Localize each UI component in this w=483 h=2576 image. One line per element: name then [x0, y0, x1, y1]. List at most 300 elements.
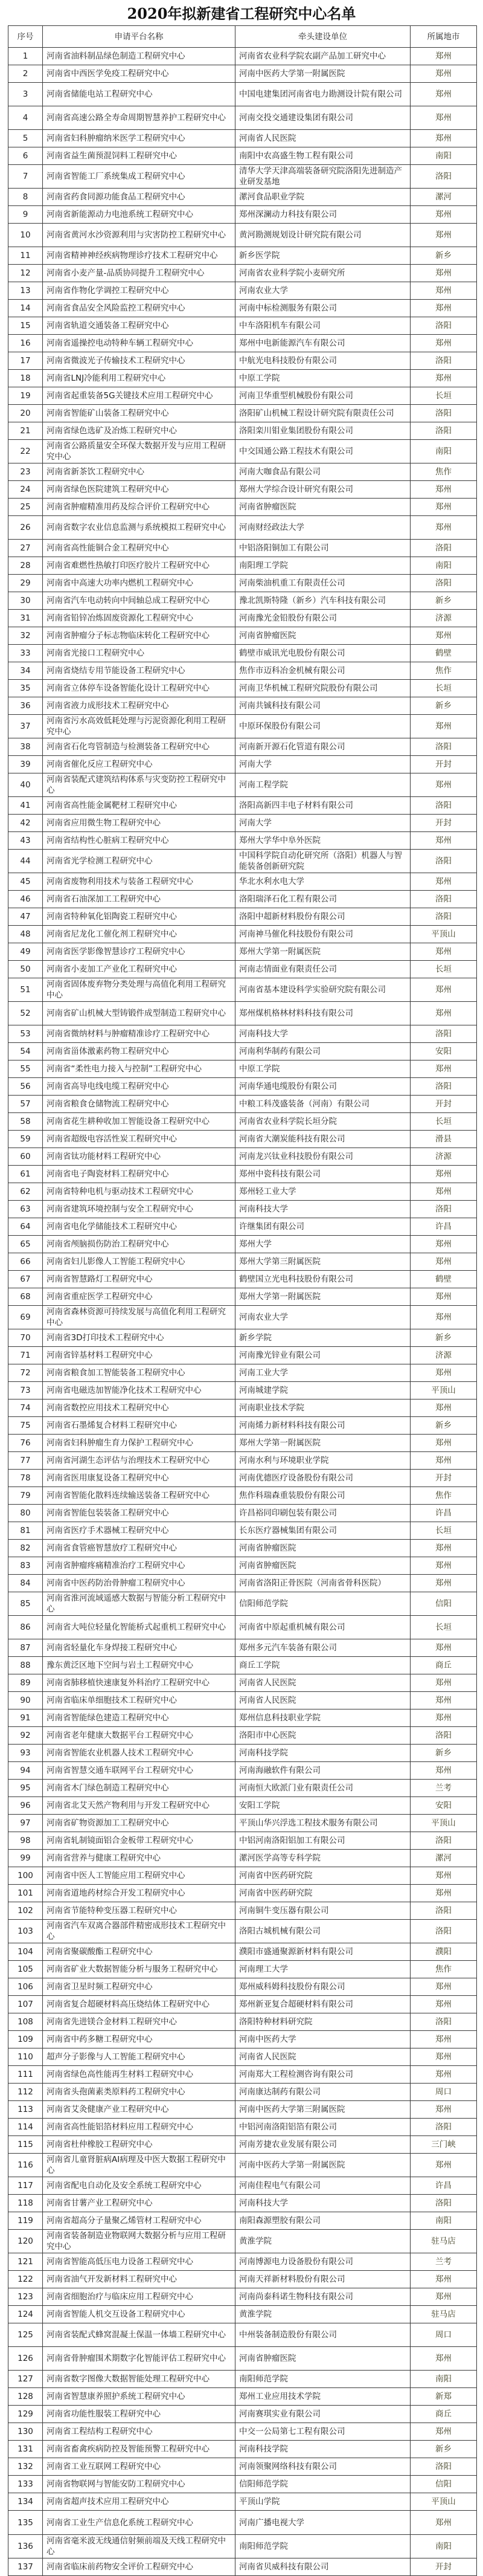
- lead-unit-cell: 河南工程学院: [235, 773, 411, 797]
- platform-name-cell: 河南省起重装备5G关键技术应用工程研究中心: [43, 387, 235, 405]
- serial-number-cell: 109: [8, 2031, 43, 2048]
- table-row: [8, 540, 477, 557]
- lead-unit-cell: 黄淮学院: [235, 2306, 411, 2323]
- lead-unit-cell: 中铝河南洛阳铝箔有限公司: [235, 2119, 411, 2136]
- city-cell: 郑州: [411, 516, 477, 540]
- platform-name-cell: 河南省超高分子量聚乙烯管材工程研究中心: [43, 2212, 235, 2230]
- platform-name-cell: 河南省电磁迭加智能净化技术工程研究中心: [43, 1382, 235, 1399]
- city-cell: 郑州: [411, 2271, 477, 2288]
- serial-number-cell: 128: [8, 2388, 43, 2406]
- platform-name-cell: 河南省作物化学调控工程研究中心: [43, 282, 235, 300]
- serial-number-cell: 13: [8, 282, 43, 300]
- table-row: [8, 1435, 477, 1452]
- table-row: [8, 2066, 477, 2084]
- serial-number-cell: 25: [8, 499, 43, 516]
- platform-name-cell: 河南省新能源动力电池系统工程研究中心: [43, 206, 235, 224]
- serial-number-cell: 83: [8, 1557, 43, 1575]
- table-row: [8, 1978, 477, 1996]
- city-cell: 郑州: [411, 206, 477, 224]
- lead-unit-cell: 许继集团有限公司: [235, 1218, 411, 1236]
- city-cell: 开封: [411, 2558, 477, 2576]
- platform-name-cell: 河南省艾灸健康产业工程研究中心: [43, 2101, 235, 2119]
- city-cell: 焦作: [411, 662, 477, 680]
- city-cell: 郑州: [411, 1996, 477, 2013]
- table-row: [8, 697, 477, 715]
- platform-name-cell: 豫东黄泛区地下空间与岩土工程研究中心: [43, 1657, 235, 1674]
- platform-name-cell: 河南省立体停车设备智能化设计工程研究中心: [43, 680, 235, 697]
- table-row: [8, 1575, 477, 1592]
- platform-name-cell: 河南省毫米波无线通信射频前端及天线工程研究中心: [43, 2535, 235, 2558]
- table-row: [8, 557, 477, 575]
- lead-unit-cell: 中州装备制造股份有限公司: [235, 2323, 411, 2347]
- city-cell: 驻马店: [411, 2230, 477, 2253]
- city-cell: 郑州: [411, 2511, 477, 2535]
- lead-unit-cell: 郑州威科姆科技股份有限公司: [235, 1978, 411, 1996]
- table-row: [8, 873, 477, 891]
- table-row: [8, 1616, 477, 1639]
- serial-number-cell: 49: [8, 943, 43, 961]
- city-cell: 郑州: [411, 1306, 477, 1329]
- lead-unit-cell: 河南科技学院: [235, 1745, 411, 1762]
- table-row: [8, 440, 477, 463]
- serial-number-cell: 98: [8, 1832, 43, 1850]
- platform-name-cell: 河南省节能特种变压器工程研究中心: [43, 1902, 235, 1920]
- platform-name-cell: 河南省食品安全风险监控工程研究中心: [43, 300, 235, 317]
- table-row: [8, 2323, 477, 2347]
- city-cell: 兰考: [411, 1780, 477, 1797]
- serial-number-cell: 114: [8, 2119, 43, 2136]
- table-row: [8, 1347, 477, 1364]
- serial-number-cell: 12: [8, 265, 43, 282]
- city-cell: 郑州: [411, 2154, 477, 2177]
- lead-unit-cell: 河南神马催化科技股份有限公司: [235, 926, 411, 943]
- city-cell: 郑州: [411, 1253, 477, 1271]
- table-row: [8, 2493, 477, 2511]
- serial-number-cell: 39: [8, 756, 43, 773]
- platform-name-cell: 河南省智能人机交互设备工程研究中心: [43, 2306, 235, 2323]
- table-row: [8, 1815, 477, 1832]
- lead-unit-cell: 河南省中医药研究院: [235, 1885, 411, 1902]
- serial-number-cell: 94: [8, 1762, 43, 1780]
- table-row: [8, 1639, 477, 1657]
- table-row: [8, 1657, 477, 1674]
- platform-name-cell: 河南省石油深加工工程研究中心: [43, 891, 235, 908]
- serial-number-cell: 51: [8, 978, 43, 1002]
- platform-name-cell: 河南省汽车双离合器部件精密成形技术工程研究中心: [43, 1920, 235, 1943]
- city-cell: 许昌: [411, 1505, 477, 1522]
- lead-unit-cell: 长东医疗器械集团有限公司: [235, 1522, 411, 1540]
- table-row: [8, 165, 477, 189]
- lead-unit-cell: 中原环保股份有限公司: [235, 715, 411, 738]
- city-cell: 郑州: [411, 627, 477, 645]
- lead-unit-cell: 河南新开源石化管道有限公司: [235, 738, 411, 756]
- city-cell: 郑州: [411, 224, 477, 247]
- lead-unit-cell: 漯河医学高等专科学院: [235, 1850, 411, 1867]
- table-row: [8, 370, 477, 387]
- table-row: [8, 282, 477, 300]
- serial-number-cell: 32: [8, 627, 43, 645]
- lead-unit-cell: 河南财经政法大学: [235, 516, 411, 540]
- lead-unit-cell: 河南大学: [235, 756, 411, 773]
- table-row: [8, 610, 477, 627]
- serial-number-cell: 87: [8, 1639, 43, 1657]
- table-row: [8, 1399, 477, 1417]
- serial-number-cell: 130: [8, 2423, 43, 2441]
- lead-unit-cell: 郑州深澜动力科技有限公司: [235, 206, 411, 224]
- header-platform-name: 申请平台名称: [43, 26, 235, 48]
- lead-unit-cell: 河南大咖食品有限公司: [235, 463, 411, 481]
- serial-number-cell: 45: [8, 873, 43, 891]
- lead-unit-cell: 河南中医药大学第一附属医院: [235, 65, 411, 83]
- platform-name-cell: 河南省食管癌智慧放疗工程研究中心: [43, 1540, 235, 1557]
- city-cell: 漯河: [411, 1850, 477, 1867]
- table-row: [8, 832, 477, 850]
- platform-name-cell: 河南省公路质量安全环保大数据开发与应用工程研究中心: [43, 440, 235, 463]
- city-cell: 洛阳: [411, 165, 477, 189]
- table-row: [8, 926, 477, 943]
- platform-name-cell: 河南省矿山机械大型铸锻件成型制造工程研究中心: [43, 1002, 235, 1025]
- platform-name-cell: 河南省矿业大数据智能分析与服务工程研究中心: [43, 1961, 235, 1978]
- lead-unit-cell: 河南农业大学: [235, 282, 411, 300]
- table-row: [8, 1832, 477, 1850]
- serial-number-cell: 119: [8, 2212, 43, 2230]
- city-cell: 郑州: [411, 481, 477, 499]
- lead-unit-cell: 河南中医药大学第一附属医院: [235, 2154, 411, 2177]
- platform-name-cell: 河南省儿童肾脏病AI病理及中医大数据工程研究中心: [43, 2154, 235, 2177]
- serial-number-cell: 137: [8, 2558, 43, 2576]
- platform-name-cell: 河南省妇儿影像人工智能工程研究中心: [43, 1253, 235, 1271]
- lead-unit-cell: 郑州信息科技职业学院: [235, 1709, 411, 1727]
- serial-number-cell: 59: [8, 1131, 43, 1148]
- platform-name-cell: 河南省花生耕种收加工智能设备工程研究中心: [43, 1113, 235, 1131]
- serial-number-cell: 33: [8, 645, 43, 662]
- platform-name-cell: 河南省光接口工程研究中心: [43, 645, 235, 662]
- table-row: [8, 2558, 477, 2576]
- lead-unit-cell: 河南中医药大学: [235, 2031, 411, 2048]
- table-row: [8, 2031, 477, 2048]
- serial-number-cell: 19: [8, 387, 43, 405]
- city-cell: 焦作: [411, 1961, 477, 1978]
- platform-name-cell: 河南省小麦产量-品质协同提升工程研究中心: [43, 265, 235, 282]
- city-cell: 濮阳: [411, 1943, 477, 1961]
- lead-unit-cell: 河南水利与环境职业学院: [235, 1452, 411, 1470]
- table-row: [8, 1867, 477, 1885]
- table-row: [8, 1487, 477, 1505]
- serial-number-cell: 111: [8, 2066, 43, 2084]
- lead-unit-cell: 河南省肿瘤医院: [235, 2347, 411, 2371]
- platform-name-cell: 河南省轧制镜面铝合金板带工程研究中心: [43, 1832, 235, 1850]
- platform-name-cell: 河南省催化反应工程研究中心: [43, 756, 235, 773]
- serial-number-cell: 63: [8, 1201, 43, 1218]
- platform-name-cell: 河南省数字图像大数据智能处理工程研究中心: [43, 2371, 235, 2388]
- serial-number-cell: 84: [8, 1575, 43, 1592]
- lead-unit-cell: 南阳师范学院: [235, 2535, 411, 2558]
- table-row: [8, 662, 477, 680]
- lead-unit-cell: 河南省农业科学院长垣分院: [235, 1113, 411, 1131]
- platform-name-cell: 河南省高性能铝箔材料应用工程研究中心: [43, 2119, 235, 2136]
- table-row: [8, 48, 477, 65]
- lead-unit-cell: 焦作科瑞森重装股份有限公司: [235, 1487, 411, 1505]
- table-row: [8, 1592, 477, 1616]
- platform-name-cell: 河南省杜仲橡胶工程研究中心: [43, 2136, 235, 2154]
- serial-number-cell: 134: [8, 2493, 43, 2511]
- serial-number-cell: 2: [8, 65, 43, 83]
- table-row: [8, 2371, 477, 2388]
- lead-unit-cell: 河南领聚网络科技有限公司: [235, 2458, 411, 2476]
- serial-number-cell: 117: [8, 2177, 43, 2195]
- lead-unit-cell: 河南海融软件有限公司: [235, 1762, 411, 1780]
- table-row: [8, 1201, 477, 1218]
- platform-name-cell: 河南省老年健康大数据平台工程研究中心: [43, 1727, 235, 1745]
- platform-name-cell: 河南省遥操控电动特种车辆工程研究中心: [43, 335, 235, 352]
- platform-name-cell: 河南省智慧交通车联网平台工程研究中心: [43, 1762, 235, 1780]
- table-row: [8, 1043, 477, 1060]
- city-cell: 南阳: [411, 147, 477, 165]
- platform-name-cell: 河南省肿瘤分子标志物临床转化工程研究中心: [43, 627, 235, 645]
- city-cell: 济源: [411, 1347, 477, 1364]
- platform-name-cell: 河南省绿色医院建筑工程研究中心: [43, 481, 235, 499]
- table-row: [8, 1113, 477, 1131]
- platform-name-cell: 河南省道地药材综合开发工程研究中心: [43, 1885, 235, 1902]
- serial-number-cell: 113: [8, 2101, 43, 2119]
- serial-number-cell: 58: [8, 1113, 43, 1131]
- platform-name-cell: 河南省粮食加工智能装备工程研究中心: [43, 1364, 235, 1382]
- city-cell: 新乡: [411, 697, 477, 715]
- lead-unit-cell: 河南优德医疗设备股份有限公司: [235, 1470, 411, 1487]
- platform-name-cell: 河南省智能绿色建造工程研究中心: [43, 1709, 235, 1727]
- lead-unit-cell: 河南共铖科技有限公司: [235, 697, 411, 715]
- platform-name-cell: 河南省智能包装装备工程研究中心: [43, 1505, 235, 1522]
- serial-number-cell: 7: [8, 165, 43, 189]
- platform-name-cell: 河南省中医药防治骨肿瘤工程研究中心: [43, 1575, 235, 1592]
- serial-number-cell: 60: [8, 1148, 43, 1166]
- platform-name-cell: 河南省轨道交通装备工程研究中心: [43, 317, 235, 335]
- table-row: [8, 1452, 477, 1470]
- table-row: [8, 2306, 477, 2323]
- table-row: [8, 2476, 477, 2493]
- platform-name-cell: 河南省装配式建筑结构体系与灾变防控工程研究中心: [43, 773, 235, 797]
- serial-number-cell: 65: [8, 1236, 43, 1253]
- lead-unit-cell: 河南赛琪实业有限公司: [235, 2406, 411, 2423]
- city-cell: 信阳: [411, 1592, 477, 1616]
- table-row: [8, 2288, 477, 2306]
- serial-number-cell: 56: [8, 1078, 43, 1096]
- serial-number-cell: 75: [8, 1417, 43, 1435]
- lead-unit-cell: 河南省中医药研究院: [235, 1867, 411, 1885]
- table-row: [8, 2511, 477, 2535]
- platform-name-cell: 河南省3D打印技术工程研究中心: [43, 1329, 235, 1347]
- city-cell: 济源: [411, 1148, 477, 1166]
- lead-unit-cell: 河南交投交通建设集团有限公司: [235, 106, 411, 130]
- platform-name-cell: 河南省铅锌冶炼固废资源化工程研究中心: [43, 610, 235, 627]
- city-cell: 驻马店: [411, 2306, 477, 2323]
- table-row: [8, 1218, 477, 1236]
- serial-number-cell: 112: [8, 2084, 43, 2101]
- city-cell: 郑州: [411, 83, 477, 106]
- lead-unit-cell: 河南省人民医院: [235, 130, 411, 147]
- platform-name-cell: 河南省粮食仓储物流工程研究中心: [43, 1096, 235, 1113]
- platform-name-cell: 河南省医用康复设备工程研究中心: [43, 1470, 235, 1487]
- serial-number-cell: 79: [8, 1487, 43, 1505]
- table-row: [8, 1329, 477, 1347]
- table-row: [8, 1961, 477, 1978]
- serial-number-cell: 9: [8, 206, 43, 224]
- platform-name-cell: 河南省甾体激素药物工程研究中心: [43, 1043, 235, 1060]
- lead-unit-cell: 河南芳捷农业发展有限公司: [235, 2136, 411, 2154]
- city-cell: 开封: [411, 1470, 477, 1487]
- lead-unit-cell: 河南农业大学: [235, 1306, 411, 1329]
- serial-number-cell: 101: [8, 1885, 43, 1902]
- table-row: [8, 516, 477, 540]
- serial-number-cell: 115: [8, 2136, 43, 2154]
- lead-unit-cell: 信阳师范学院: [235, 2476, 411, 2493]
- engineering-center-table: [8, 25, 477, 2576]
- serial-number-cell: 50: [8, 961, 43, 978]
- serial-number-cell: 126: [8, 2347, 43, 2371]
- lead-unit-cell: 中交国通公路工程技术有限公司: [235, 440, 411, 463]
- platform-name-cell: 河南省LNJ冷能利用工程研究中心: [43, 370, 235, 387]
- platform-name-cell: 河南省电子陶瓷材料工程研究中心: [43, 1166, 235, 1183]
- city-cell: 开封: [411, 815, 477, 832]
- lead-unit-cell: 河南省人民医院: [235, 1692, 411, 1709]
- table-row: [8, 2441, 477, 2458]
- serial-number-cell: 66: [8, 1253, 43, 1271]
- city-cell: 郑州: [411, 2423, 477, 2441]
- lead-unit-cell: 许昌裕同印刷包装有限公司: [235, 1505, 411, 1522]
- table-row: [8, 1885, 477, 1902]
- lead-unit-cell: 河南烯力新材料科技有限公司: [235, 1417, 411, 1435]
- table-row: [8, 1943, 477, 1961]
- lead-unit-cell: 平顶山学院: [235, 2493, 411, 2511]
- serial-number-cell: 38: [8, 738, 43, 756]
- table-row: [8, 83, 477, 106]
- city-cell: 郑州: [411, 1399, 477, 1417]
- table-row: [8, 1674, 477, 1692]
- serial-number-cell: 131: [8, 2441, 43, 2458]
- platform-name-cell: 河南省智能矿山装备工程研究中心: [43, 405, 235, 422]
- serial-number-cell: 80: [8, 1505, 43, 1522]
- city-cell: 开封: [411, 756, 477, 773]
- serial-number-cell: 1: [8, 48, 43, 65]
- serial-number-cell: 18: [8, 370, 43, 387]
- table-row: [8, 592, 477, 610]
- city-cell: 焦作: [411, 463, 477, 481]
- header-lead-unit: 牵头建设单位: [235, 26, 411, 48]
- lead-unit-cell: 中航光电科技股份有限公司: [235, 352, 411, 370]
- header-city: 所属地市: [411, 26, 477, 48]
- city-cell: 焦作: [411, 1487, 477, 1505]
- table-row: [8, 1505, 477, 1522]
- platform-name-cell: 河南省绿色选矿及冶炼工程研究中心: [43, 422, 235, 440]
- serial-number-cell: 20: [8, 405, 43, 422]
- lead-unit-cell: 河南省肿瘤医院: [235, 1557, 411, 1575]
- lead-unit-cell: 中国科学院自动化研究所（洛阳）机器人与智能装备创新研究院: [235, 850, 411, 873]
- city-cell: 南阳: [411, 2535, 477, 2558]
- lead-unit-cell: 洛阳市中心医院: [235, 1727, 411, 1745]
- serial-number-cell: 57: [8, 1096, 43, 1113]
- table-row: [8, 1557, 477, 1575]
- table-row: [8, 1709, 477, 1727]
- lead-unit-cell: 鹤壁国立光电科技股份有限公司: [235, 1271, 411, 1288]
- serial-number-cell: 78: [8, 1470, 43, 1487]
- serial-number-cell: 47: [8, 908, 43, 926]
- table-row: [8, 1727, 477, 1745]
- table-row: [8, 1540, 477, 1557]
- lead-unit-cell: 河南省洛阳正骨医院（河南省骨科医院）: [235, 1575, 411, 1592]
- city-cell: 长垣: [411, 1616, 477, 1639]
- table-row: [8, 575, 477, 592]
- table-row: [8, 65, 477, 83]
- lead-unit-cell: 黄淮学院: [235, 2230, 411, 2253]
- lead-unit-cell: 华北水利水电大学: [235, 873, 411, 891]
- lead-unit-cell: 河南省肿瘤医院: [235, 1540, 411, 1557]
- lead-unit-cell: 河南科技大学: [235, 1201, 411, 1218]
- serial-number-cell: 133: [8, 2476, 43, 2493]
- platform-name-cell: 河南省超级电容活性炭工程研究中心: [43, 1131, 235, 1148]
- lead-unit-cell: 洛阳古城机械有限公司: [235, 1920, 411, 1943]
- city-cell: 郑州: [411, 1557, 477, 1575]
- platform-name-cell: 河南省矿物资源加工工程研究中心: [43, 1815, 235, 1832]
- city-cell: 滑县: [411, 1131, 477, 1148]
- city-cell: 洛阳: [411, 1078, 477, 1096]
- table-row: [8, 978, 477, 1002]
- platform-name-cell: 河南省轻量化车身焊接工程研究中心: [43, 1639, 235, 1657]
- platform-name-cell: 河南省石化弯管制造与检测装备工程研究中心: [43, 738, 235, 756]
- city-cell: 鹤壁: [411, 645, 477, 662]
- city-cell: 郑州: [411, 2347, 477, 2371]
- city-cell: 洛阳: [411, 2013, 477, 2031]
- lead-unit-cell: 河南省人民医院: [235, 2048, 411, 2066]
- city-cell: 洛阳: [411, 908, 477, 926]
- serial-number-cell: 91: [8, 1709, 43, 1727]
- serial-number-cell: 96: [8, 1797, 43, 1815]
- lead-unit-cell: 河南豫光金铅股份有限公司: [235, 610, 411, 627]
- serial-number-cell: 16: [8, 335, 43, 352]
- platform-name-cell: 河南省“柔性电力接入与控制”工程研究中心: [43, 1060, 235, 1078]
- table-row: [8, 2271, 477, 2288]
- serial-number-cell: 40: [8, 773, 43, 797]
- city-cell: 洛阳: [411, 1727, 477, 1745]
- serial-number-cell: 136: [8, 2535, 43, 2558]
- lead-unit-cell: 郑州大学华中阜外医院: [235, 832, 411, 850]
- platform-name-cell: 河南省工程结构工程研究中心: [43, 2423, 235, 2441]
- serial-number-cell: 97: [8, 1815, 43, 1832]
- city-cell: 郑州: [411, 1540, 477, 1557]
- lead-unit-cell: 河南科技大学: [235, 2195, 411, 2212]
- platform-name-cell: 河南省油料制品绿色制造工程研究中心: [43, 48, 235, 65]
- city-cell: 洛阳: [411, 1902, 477, 1920]
- table-row: [8, 2154, 477, 2177]
- lead-unit-cell: 中交一公局第七工程有限公司: [235, 2423, 411, 2441]
- table-row: [8, 1920, 477, 1943]
- city-cell: 郑州: [411, 1674, 477, 1692]
- table-row: [8, 2119, 477, 2136]
- table-body: [8, 48, 477, 2576]
- city-cell: 郑州: [411, 265, 477, 282]
- lead-unit-cell: 濮阳市盛通聚源新材料有限公司: [235, 1943, 411, 1961]
- serial-number-cell: 107: [8, 1996, 43, 2013]
- lead-unit-cell: 中原工学院: [235, 1060, 411, 1078]
- platform-name-cell: 河南省工业互联网工程研究中心: [43, 2458, 235, 2476]
- lead-unit-cell: 洛阳矿山机械工程设计研究院有限责任公司: [235, 405, 411, 422]
- table-row: [8, 1692, 477, 1709]
- city-cell: 洛阳: [411, 317, 477, 335]
- table-row: [8, 2406, 477, 2423]
- table-row: [8, 1025, 477, 1043]
- lead-unit-cell: 河南广播电视大学: [235, 2511, 411, 2535]
- city-cell: 郑州: [411, 65, 477, 83]
- serial-number-cell: 132: [8, 2458, 43, 2476]
